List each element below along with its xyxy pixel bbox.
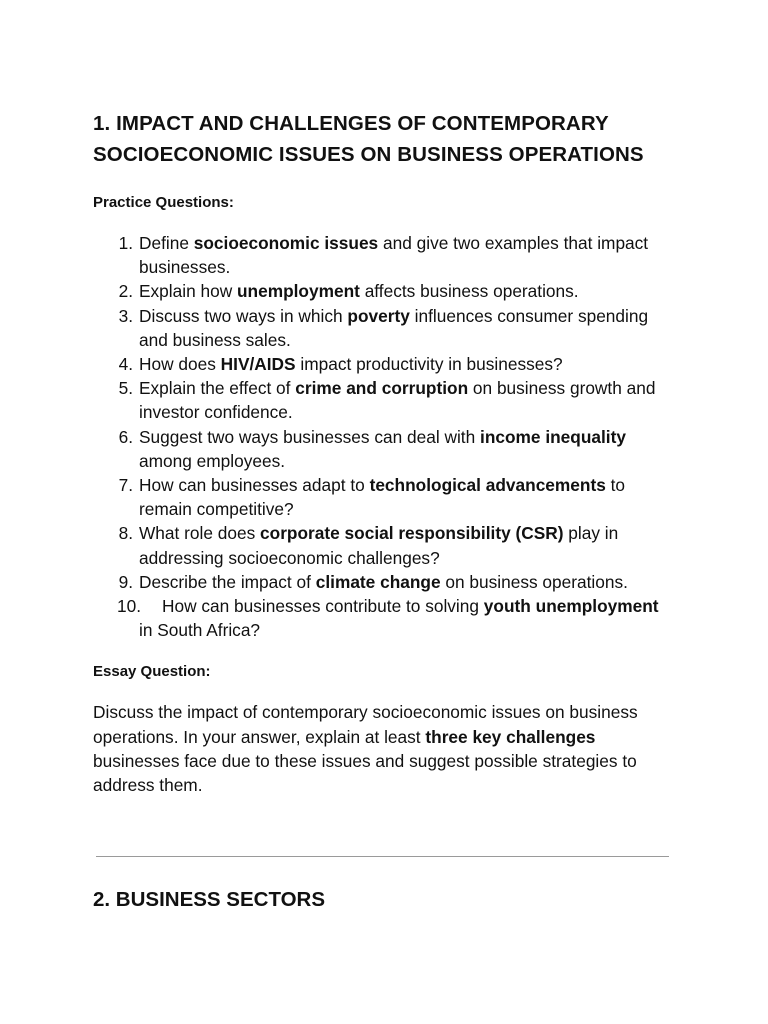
list-item bbox=[93, 521, 673, 569]
list-item bbox=[93, 376, 673, 424]
list-item bbox=[93, 352, 673, 376]
essay-text: Discuss the impact of contemporary socioeconomic issues on business operations. In your answer, explain at least bbox=[93, 702, 638, 747]
section-1-heading: 1. IMPACT AND CHALLENGES OF CONTEMPORARY SOCIOECONOMIC ISSUES ON BUSINESS OPERATIONS bbox=[93, 112, 644, 166]
question-text: Describe the impact of bbox=[139, 571, 316, 592]
essay-question-text bbox=[93, 700, 673, 797]
question-text: and give two examples that impact businesses. bbox=[139, 233, 649, 278]
document-page bbox=[93, 108, 673, 797]
question-keyword: HIV/AIDS bbox=[220, 354, 296, 375]
question-keyword: corporate social responsibility (CSR) bbox=[260, 523, 564, 544]
question-number: 3. bbox=[118, 305, 133, 326]
question-text: Discuss two ways in which bbox=[139, 305, 348, 326]
section-divider bbox=[96, 856, 669, 857]
question-number: 1. bbox=[118, 233, 133, 253]
question-number: 6. bbox=[118, 426, 133, 447]
list-item bbox=[93, 594, 673, 642]
question-text: to remain competitive? bbox=[139, 475, 626, 520]
question-text: Explain how bbox=[139, 281, 237, 302]
question-text: influences consumer spending and business sales. bbox=[139, 305, 649, 350]
essay-text: businesses face due to these issues and suggest possible strategies to address them. bbox=[93, 750, 637, 796]
question-text: What role does bbox=[139, 523, 261, 544]
question-number: 10. bbox=[117, 596, 142, 617]
question-text: impact productivity in businesses? bbox=[295, 354, 563, 375]
question-text: affects business operations. bbox=[359, 281, 579, 302]
question-number: 5. bbox=[118, 378, 133, 399]
question-keyword: socioeconomic issues bbox=[193, 233, 379, 253]
question-text: in South Africa? bbox=[139, 620, 261, 641]
question-keyword: poverty bbox=[347, 305, 410, 326]
question-keyword: income inequality bbox=[480, 426, 626, 447]
question-text: on business growth and investor confidence. bbox=[139, 378, 656, 423]
question-number: 2. bbox=[118, 281, 133, 302]
question-number: 4. bbox=[118, 354, 133, 375]
question-text: Explain the effect of bbox=[139, 378, 296, 399]
list-item bbox=[93, 231, 673, 279]
question-text: Define bbox=[139, 233, 194, 253]
question-keyword: unemployment bbox=[236, 281, 360, 302]
question-text: How does bbox=[139, 354, 221, 375]
list-item bbox=[93, 304, 673, 352]
section-2-heading: 2. BUSINESS SECTORS bbox=[93, 888, 326, 911]
question-text: Suggest two ways businesses can deal with bbox=[139, 426, 481, 447]
question-text: How can businesses adapt to bbox=[139, 475, 370, 496]
essay-keyword: three key challenges bbox=[425, 726, 596, 747]
question-keyword: technological advancements bbox=[369, 475, 606, 496]
question-keyword: climate change bbox=[315, 571, 441, 592]
list-item bbox=[93, 279, 673, 303]
question-number: 7. bbox=[118, 475, 133, 496]
list-item bbox=[93, 570, 673, 594]
list-item bbox=[93, 473, 673, 521]
practice-questions-list bbox=[93, 231, 673, 642]
question-number: 9. bbox=[118, 571, 133, 592]
question-text: How can businesses contribute to solving bbox=[162, 596, 484, 617]
question-text: play in addressing socioeconomic challenges? bbox=[139, 523, 619, 568]
question-keyword: crime and corruption bbox=[295, 378, 469, 399]
question-text: on business operations. bbox=[440, 571, 628, 592]
question-text: among employees. bbox=[139, 450, 286, 471]
practice-questions-label: Practice Questions: bbox=[93, 194, 234, 211]
list-item bbox=[93, 425, 673, 473]
question-keyword: youth unemployment bbox=[483, 596, 659, 617]
essay-question-label: Essay Question: bbox=[93, 663, 211, 681]
question-number: 8. bbox=[118, 523, 133, 544]
